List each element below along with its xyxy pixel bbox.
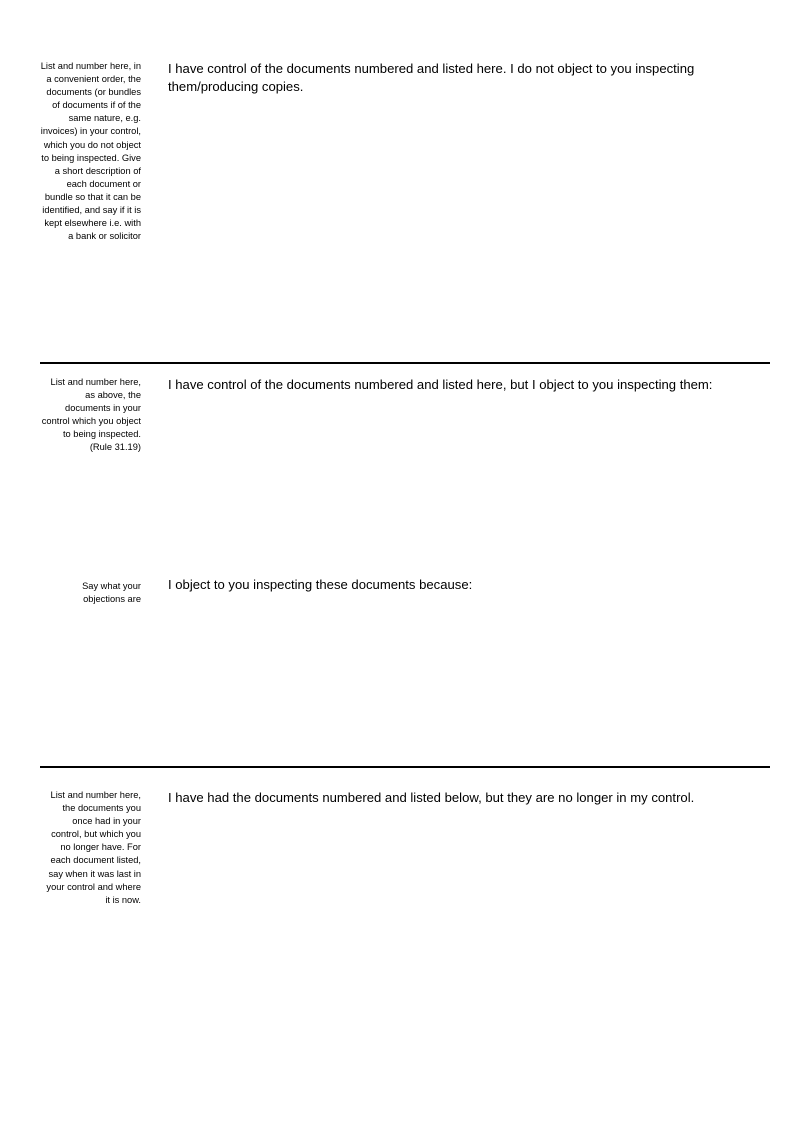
section-1-margin-note: List and number here, in a convenient order, the documents (or bundles of documents if of the same nature, e.g. invoices) in your control, which you do not object to being inspected. Give a short description of each document or bundle so that it can be identified, and say if it is kept elsewhere i.e. with a bank or solicitor: [40, 61, 141, 242]
section-1-answer-input[interactable]: [168, 106, 768, 356]
section-2-answer-input[interactable]: [168, 422, 768, 562]
section-2-statement: I have control of the documents numbered and listed here, but I object to you inspecting them:: [168, 377, 713, 392]
section-4-margin-note: List and number here, the documents you once had in your control, but which you no longer have. For each document listed, say when it was last in your control and where it is now.: [46, 790, 141, 905]
section-4-answer-input[interactable]: [168, 817, 768, 1097]
divider-rule-1: [40, 362, 770, 364]
section-3-margin-note: Say what your objections are: [82, 581, 141, 605]
section-3-answer-input[interactable]: [168, 604, 768, 744]
section-4-statement: I have had the documents numbered and listed below, but they are no longer in my control.: [168, 790, 695, 805]
divider-rule-2: [40, 766, 770, 768]
section-1-statement: I have control of the documents numbered and listed here. I do not object to you inspecting them/producing copies.: [168, 61, 695, 95]
section-3-statement: I object to you inspecting these documents because:: [168, 577, 473, 592]
section-2-margin-note: List and number here, as above, the documents in your control which you object to being inspected. (Rule 31.19): [41, 377, 141, 453]
